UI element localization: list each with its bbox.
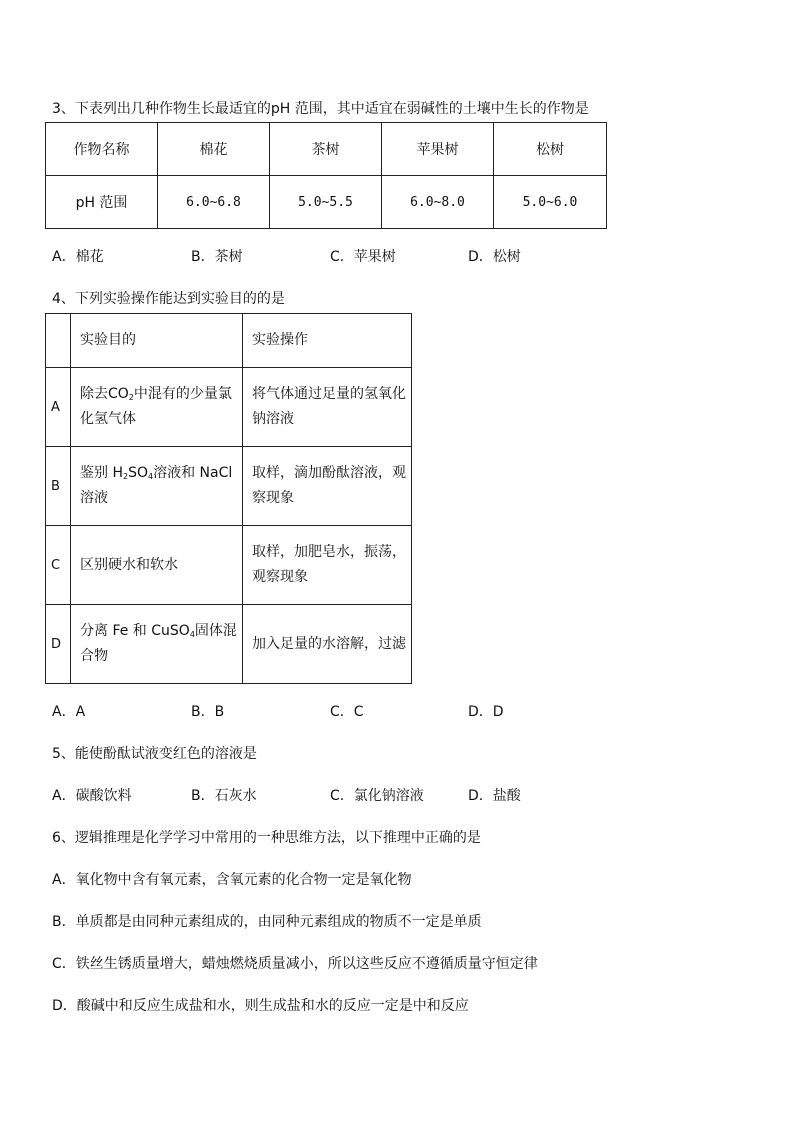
row-label: D xyxy=(46,605,71,684)
table-header-row xyxy=(46,123,607,176)
purpose-text: 鉴别 xyxy=(80,465,113,481)
table-header-cell: 苹果树 xyxy=(382,123,494,176)
option-a[interactable]: A．碳酸饮料 xyxy=(52,788,132,804)
table-row xyxy=(46,447,412,526)
table-header-cell: 松树 xyxy=(494,123,607,176)
option-d[interactable]: D．D xyxy=(468,704,504,720)
operation-cell: 取样，加肥皂水，振荡，观察现象 xyxy=(243,526,412,605)
table-row xyxy=(46,526,412,605)
purpose-text: 固体混合物 xyxy=(80,623,237,664)
option-c[interactable]: C．铁丝生锈质量增大，蜡烛燃烧质量减小，所以这些反应不遵循质量守恒定律 xyxy=(52,956,538,972)
table-header-cell xyxy=(46,314,71,368)
option-c[interactable]: C．苹果树 xyxy=(330,249,396,265)
option-d[interactable]: D．松树 xyxy=(468,249,521,265)
question-4-stem: 4、下列实验操作能达到实验目的的是 xyxy=(52,291,285,307)
table-cell: 6.0~6.8 xyxy=(158,176,270,229)
table-header-cell: 实验目的 xyxy=(71,314,243,368)
purpose-cell xyxy=(71,368,243,447)
table-cell: 5.0~5.5 xyxy=(270,176,382,229)
purpose-text: 溶液和 NaCl 溶液 xyxy=(80,465,233,506)
table-header-cell: 作物名称 xyxy=(46,123,158,176)
table-cell: pH 范围 xyxy=(46,176,158,229)
row-label: C xyxy=(46,526,71,605)
table-header-cell: 实验操作 xyxy=(243,314,412,368)
formula: CO xyxy=(108,386,129,402)
purpose-cell: 区别硬水和软水 xyxy=(71,526,243,605)
row-label: A xyxy=(46,368,71,447)
table-row xyxy=(46,368,412,447)
option-b[interactable]: B．B xyxy=(191,704,225,720)
table-cell: 6.0~8.0 xyxy=(382,176,494,229)
purpose-text: 除去 xyxy=(80,386,108,402)
option-a[interactable]: A．氧化物中含有氧元素，含氧元素的化合物一定是氧化物 xyxy=(52,872,412,888)
option-d[interactable]: D．盐酸 xyxy=(468,788,521,804)
purpose-text: 分离 Fe 和 xyxy=(80,623,152,639)
option-c[interactable]: C．氯化钠溶液 xyxy=(330,788,424,804)
formula: H xyxy=(112,465,123,481)
option-b[interactable]: B．单质都是由同种元素组成的，由同种元素组成的物质不一定是单质 xyxy=(52,914,482,930)
formula: CuSO xyxy=(151,623,190,639)
table-header-cell: 茶树 xyxy=(270,123,382,176)
formula: SO xyxy=(128,465,148,481)
purpose-cell xyxy=(71,447,243,526)
operation-cell: 加入足量的水溶解，过滤 xyxy=(243,605,412,684)
table-header-row xyxy=(46,314,412,368)
table-row xyxy=(46,176,607,229)
purpose-cell xyxy=(71,605,243,684)
question-3-stem: 3、下表列出几种作物生长最适宜的pH 范围，其中适宜在弱碱性的土壤中生长的作物是 xyxy=(52,101,589,117)
table-row xyxy=(46,605,412,684)
operation-cell: 取样，滴加酚酞溶液，观察现象 xyxy=(243,447,412,526)
table-cell: 5.0~6.0 xyxy=(494,176,607,229)
option-a[interactable]: A．棉花 xyxy=(52,249,104,265)
row-label: B xyxy=(46,447,71,526)
option-c[interactable]: C．C xyxy=(330,704,364,720)
option-b[interactable]: B．石灰水 xyxy=(191,788,257,804)
option-b[interactable]: B．茶树 xyxy=(191,249,243,265)
question-5-stem: 5、能使酚酞试液变红色的溶液是 xyxy=(52,746,257,762)
operation-cell: 将气体通过足量的氢氧化钠溶液 xyxy=(243,368,412,447)
table-header-cell: 棉花 xyxy=(158,123,270,176)
option-d[interactable]: D．酸碱中和反应生成盐和水，则生成盐和水的反应一定是中和反应 xyxy=(52,998,469,1014)
formula-subscript: 2 xyxy=(122,472,129,481)
formula-subscript: 4 xyxy=(189,630,195,639)
crop-ph-table xyxy=(45,122,607,229)
formula-subscript: 4 xyxy=(147,472,154,481)
option-a[interactable]: A．A xyxy=(52,704,86,720)
question-6-stem: 6、逻辑推理是化学学习中常用的一种思维方法，以下推理中正确的是 xyxy=(52,830,481,846)
formula-subscript: 2 xyxy=(128,393,134,402)
purpose-text: 中混有的少量氯化氢气体 xyxy=(80,386,232,427)
experiment-table xyxy=(45,313,412,684)
